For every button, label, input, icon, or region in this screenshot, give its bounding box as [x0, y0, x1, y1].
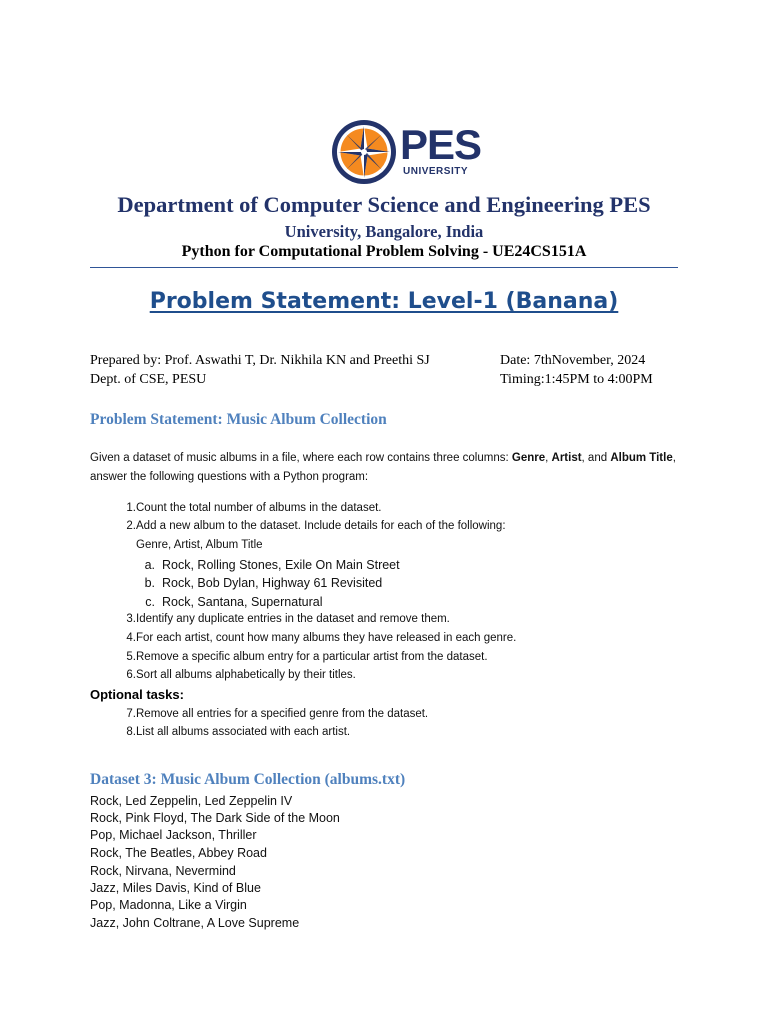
problem-heading: Problem Statement: Music Album Collection — [90, 411, 387, 428]
page-title-text: Problem Statement: Level-1 (Banana) — [149, 289, 619, 314]
dataset-row: Rock, Pink Floyd, The Dark Side of the Moon — [90, 811, 340, 825]
optional-tasks-heading: Optional tasks: — [90, 687, 184, 702]
dataset-row: Pop, Michael Jackson, Thriller — [90, 828, 257, 842]
dataset-row: Jazz, John Coltrane, A Love Supreme — [90, 916, 300, 930]
document-page: PES UNIVERSITY Department of Computer Science and Engineering PES University, Bangalore, India Python for Computational Problem Solving - UE24CS151A Problem Statement: Level-1 (Banana) Prepared by: Prof. Aswathi T, Dr. Nikhila KN and Preethi SJ Dept. of CSE, PESU Date: 7thNovember, 2024 Timing:1:45PM to 4:00PM Problem Statement: Music Album Collection Given a dataset of music albums in a file, where each row contains three columns: Genre, Artist, and Album Title, answer the following questions with a Python program: 1. Count the total number of albums in the dataset. 2. Add a new album to the dataset. Include details for each of the following: Genre, Artist, Album Title a. Rock, Rolling Stones, Exile On Main Street b. Rock, Bob Dylan, Highway 61 Revisited c. Rock, Santana, Supernatural 3. Identify any duplicate entries in the dataset and remove them. 4. For each artist, count how many albums they have released in each genre. 5. Remove a specific album entry for a particular artist from the dataset. 6. Sort all albums alphabetically by their titles. Optional tasks: 7. Remove all entries for a specified genre from the dataset. 8. List all albums associated with each artist. Dataset 3: Music Album Collection (albums.txt) Rock, Led Zeppelin, Led Zeppelin IV Rock, Pink Floyd, The Dark Side of the Moon Pop, Michael Jackson, Thriller Rock, The Beatles, Abbey Road Rock, Nirvana, Nevermind Jazz, Miles Davis, Kind of Blue Pop, Madonna, Like a Virgin Jazz, John Coltrane, A Love Supreme — [0, 0, 768, 1024]
album-title-label: Album Title — [610, 452, 673, 464]
dept-line: Dept. of CSE, PESU — [90, 372, 207, 387]
dataset-row: Jazz, Miles Davis, Kind of Blue — [90, 881, 261, 895]
university-line: University, Bangalore, India — [284, 222, 484, 241]
logo-wordmark: PES — [400, 121, 482, 168]
pes-university-logo — [330, 118, 482, 188]
department-heading: Department of Computer Science and Engineering PES — [117, 192, 651, 217]
dataset-row: Pop, Madonna, Like a Virgin — [90, 898, 247, 912]
timing-line: Timing:1:45PM to 4:00PM — [500, 372, 653, 387]
dataset-row: Rock, Led Zeppelin, Led Zeppelin IV — [90, 794, 293, 808]
date-line: Date: 7thNovember, 2024 — [500, 353, 646, 368]
dataset-heading: Dataset 3: Music Album Collection (albums.txt) — [90, 771, 406, 788]
problem-intro: Given a dataset of music albums in a file, where each row contains three columns: Genre, Artist, and Album Title, answer the following questions with a Python program: — [90, 452, 676, 483]
dataset-row: Rock, Nirvana, Nevermind — [90, 864, 236, 878]
dataset-row: Rock, The Beatles, Abbey Road — [90, 846, 267, 860]
page-title — [0, 289, 768, 314]
logo-subtitle: UNIVERSITY — [403, 166, 469, 177]
genre-label: Genre — [511, 452, 546, 464]
header-divider — [90, 267, 678, 268]
compass-icon — [330, 118, 398, 186]
artist-label: Artist — [551, 452, 582, 464]
course-title: Python for Computational Problem Solving - UE24CS151A — [181, 243, 587, 260]
prepared-by: Prepared by: Prof. Aswathi T, Dr. Nikhila KN and Preethi SJ — [90, 353, 430, 368]
